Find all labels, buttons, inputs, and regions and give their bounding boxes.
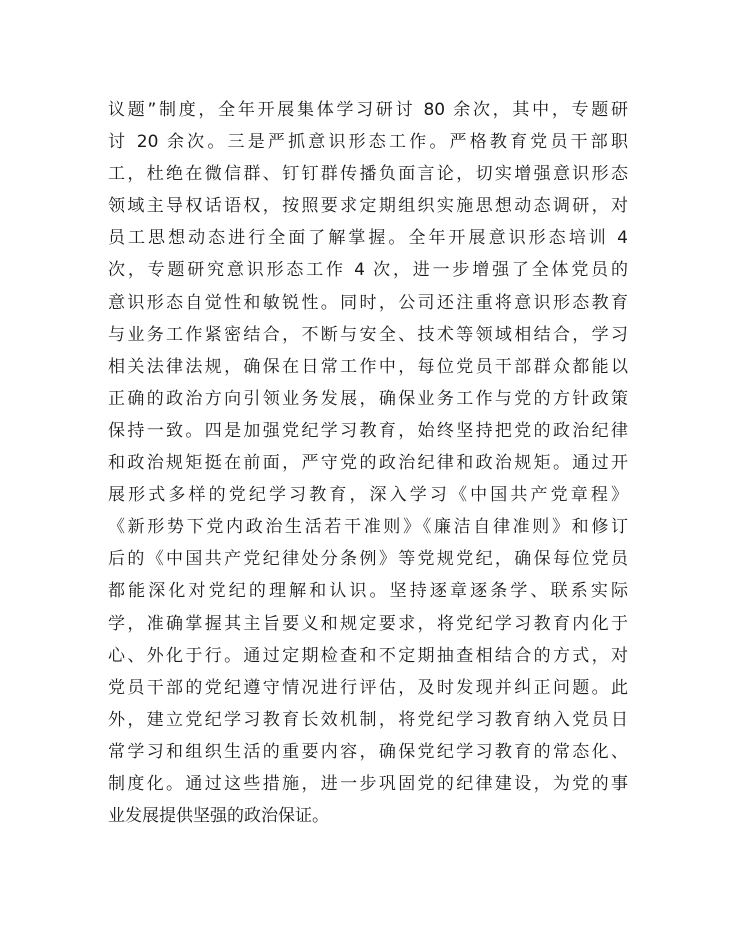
- text-line: 学，准确掌握其主旨要义和规定要求，将党纪学习教育内化于: [108, 613, 628, 634]
- text-line: 外，建立党纪学习教育长效机制，将党纪学习教育纳入党员日: [108, 709, 628, 730]
- text-line: 后的《中国共产党纪律处分条例》等党规党纪，确保每位党员: [108, 549, 628, 570]
- text-line: 议题”制度，全年开展集体学习研讨 80 余次，其中，专题研: [108, 100, 628, 120]
- text-line: 工，杜绝在微信群、钉钉群传播负面言论，切实增强意识形态: [108, 164, 628, 185]
- text-line: 与业务工作紧密结合，不断与安全、技术等领域相结合，学习: [108, 324, 628, 345]
- text-line: 正确的政治方向引领业务发展，确保业务工作与党的方针政策: [108, 388, 628, 409]
- text-line: 《新形势下党内政治生活若干准则》《廉洁自律准则》和修订: [108, 517, 628, 538]
- text-line: 意识形态自觉性和敏锐性。同时，公司还注重将意识形态教育: [108, 292, 628, 313]
- text-line: 讨 20 余次。三是严抓意识形态工作。严格教育党员干部职: [108, 132, 628, 153]
- text-line: 次，专题研究意识形态工作 4 次，进一步增强了全体党员的: [108, 260, 628, 281]
- text-line: 常学习和组织生活的重要内容，确保党纪学习教育的常态化、: [108, 741, 628, 762]
- body-paragraph: [108, 94, 628, 832]
- text-line: 心、外化于行。通过定期检查和不定期抽查相结合的方式，对: [108, 645, 628, 666]
- text-line: 展形式多样的党纪学习教育，深入学习《中国共产党章程》: [108, 485, 628, 506]
- text-line: 制度化。通过这些措施，进一步巩固党的纪律建设，为党的事: [108, 773, 628, 794]
- text-line: 和政治规矩挺在前面，严守党的政治纪律和政治规矩。通过开: [108, 453, 628, 474]
- text-line: 员工思想动态进行全面了解掌握。全年开展意识形态培训 4: [108, 228, 628, 249]
- text-line: 都能深化对党纪的理解和认识。坚持逐章逐条学、联系实际: [108, 581, 628, 602]
- text-line: 保持一致。四是加强党纪学习教育，始终坚持把党的政治纪律: [108, 420, 628, 441]
- text-line: 业发展提供坚强的政治保证。: [108, 806, 329, 827]
- text-line: 党员干部的党纪遵守情况进行评估，及时发现并纠正问题。此: [108, 677, 628, 698]
- text-line: 领域主导权话语权，按照要求定期组织实施思想动态调研，对: [108, 196, 628, 217]
- text-line: 相关法律法规，确保在日常工作中，每位党员干部群众都能以: [108, 356, 628, 377]
